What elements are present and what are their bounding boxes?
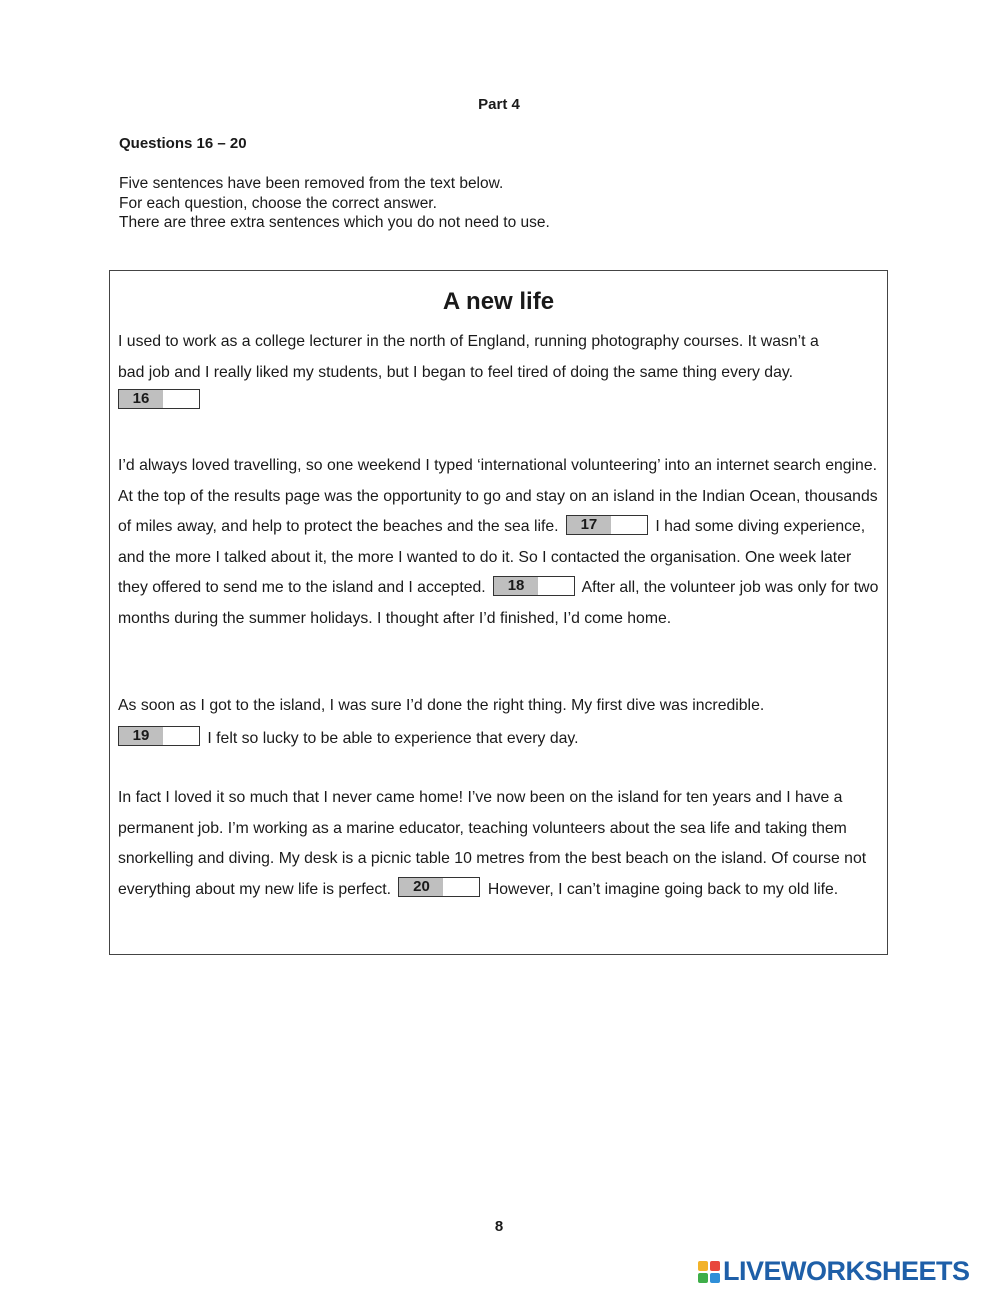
logo-block: [710, 1273, 720, 1283]
logo-block: [710, 1261, 720, 1271]
paragraph-text: I felt so lucky to be able to experience that every day.: [207, 729, 579, 747]
paragraph-3: [118, 691, 880, 754]
gap-17-field[interactable]: [566, 515, 648, 535]
instruction-line: Five sentences have been removed from the text below.: [119, 175, 504, 192]
gap-number: 18: [494, 577, 538, 595]
liveworksheets-logo[interactable]: [698, 1256, 970, 1287]
gap-number: 20: [399, 878, 443, 896]
gap-18-field[interactable]: [493, 576, 575, 596]
gap-number: 19: [119, 727, 163, 745]
part-title: Part 4: [478, 96, 520, 113]
gap-number: 16: [119, 390, 163, 408]
paragraph-line: bad job and I really liked my students, but I began to feel tired of doing the same thing every day.: [118, 363, 793, 381]
gap-19-field[interactable]: [118, 726, 200, 746]
paragraph-text: In fact I loved it so much that I never came home! I’ve now been on the island for ten years and I have a permanent job. I’m working as a marine educator, teaching volunteers about the sea life and taking them snorkelling and diving. My desk is a picnic table 10 metres from the best beach on the island. Of course not everything about my new life is perfect.: [118, 789, 867, 898]
paragraph-text: I had some diving experience, and the more I talked about it, the more I wanted to do it. So I contacted the organisation. One week later they offered to send me to the island and I accepted.: [118, 518, 866, 596]
questions-title: Questions 16 – 20: [119, 135, 247, 152]
instructions: [119, 174, 550, 233]
logo-text: LIVEWORKSHEETS: [723, 1256, 970, 1286]
paragraph-text: After all, the volunteer job was only for two months during the summer holidays. I thought after I’d finished, I’d come home.: [118, 579, 879, 627]
logo-blocks-icon: [698, 1261, 720, 1283]
gap-number: 17: [567, 516, 611, 534]
paragraph-text: As soon as I got to the island, I was sure I’d done the right thing. My first dive was incredible.: [118, 697, 765, 714]
paragraph-text: I’d always loved travelling, so one weekend I typed ‘international volunteering’ into an internet search engine. At the top of the results page was the opportunity to go and stay on an island in the Indian Ocean, thousands of miles away, and help to protect the beaches and the sea life.: [118, 457, 878, 535]
paragraph-text: However, I can’t imagine going back to my old life.: [487, 880, 839, 898]
instruction-line: For each question, choose the correct answer.: [119, 194, 437, 212]
logo-block: [698, 1261, 708, 1271]
paragraph-4: [118, 783, 880, 905]
gap-20-field[interactable]: [398, 877, 480, 897]
paragraph-line: I used to work as a college lecturer in the north of England, running photography courses. It wasn’t a: [118, 333, 819, 350]
page-number: 8: [494, 1218, 504, 1235]
logo-block: [698, 1273, 708, 1283]
article-title: A new life: [442, 288, 555, 315]
paragraph-1: [118, 327, 880, 412]
paragraph-2: [118, 451, 880, 634]
gap-16-field[interactable]: [118, 389, 200, 409]
instruction-line: There are three extra sentences which you do not need to use.: [119, 214, 550, 231]
